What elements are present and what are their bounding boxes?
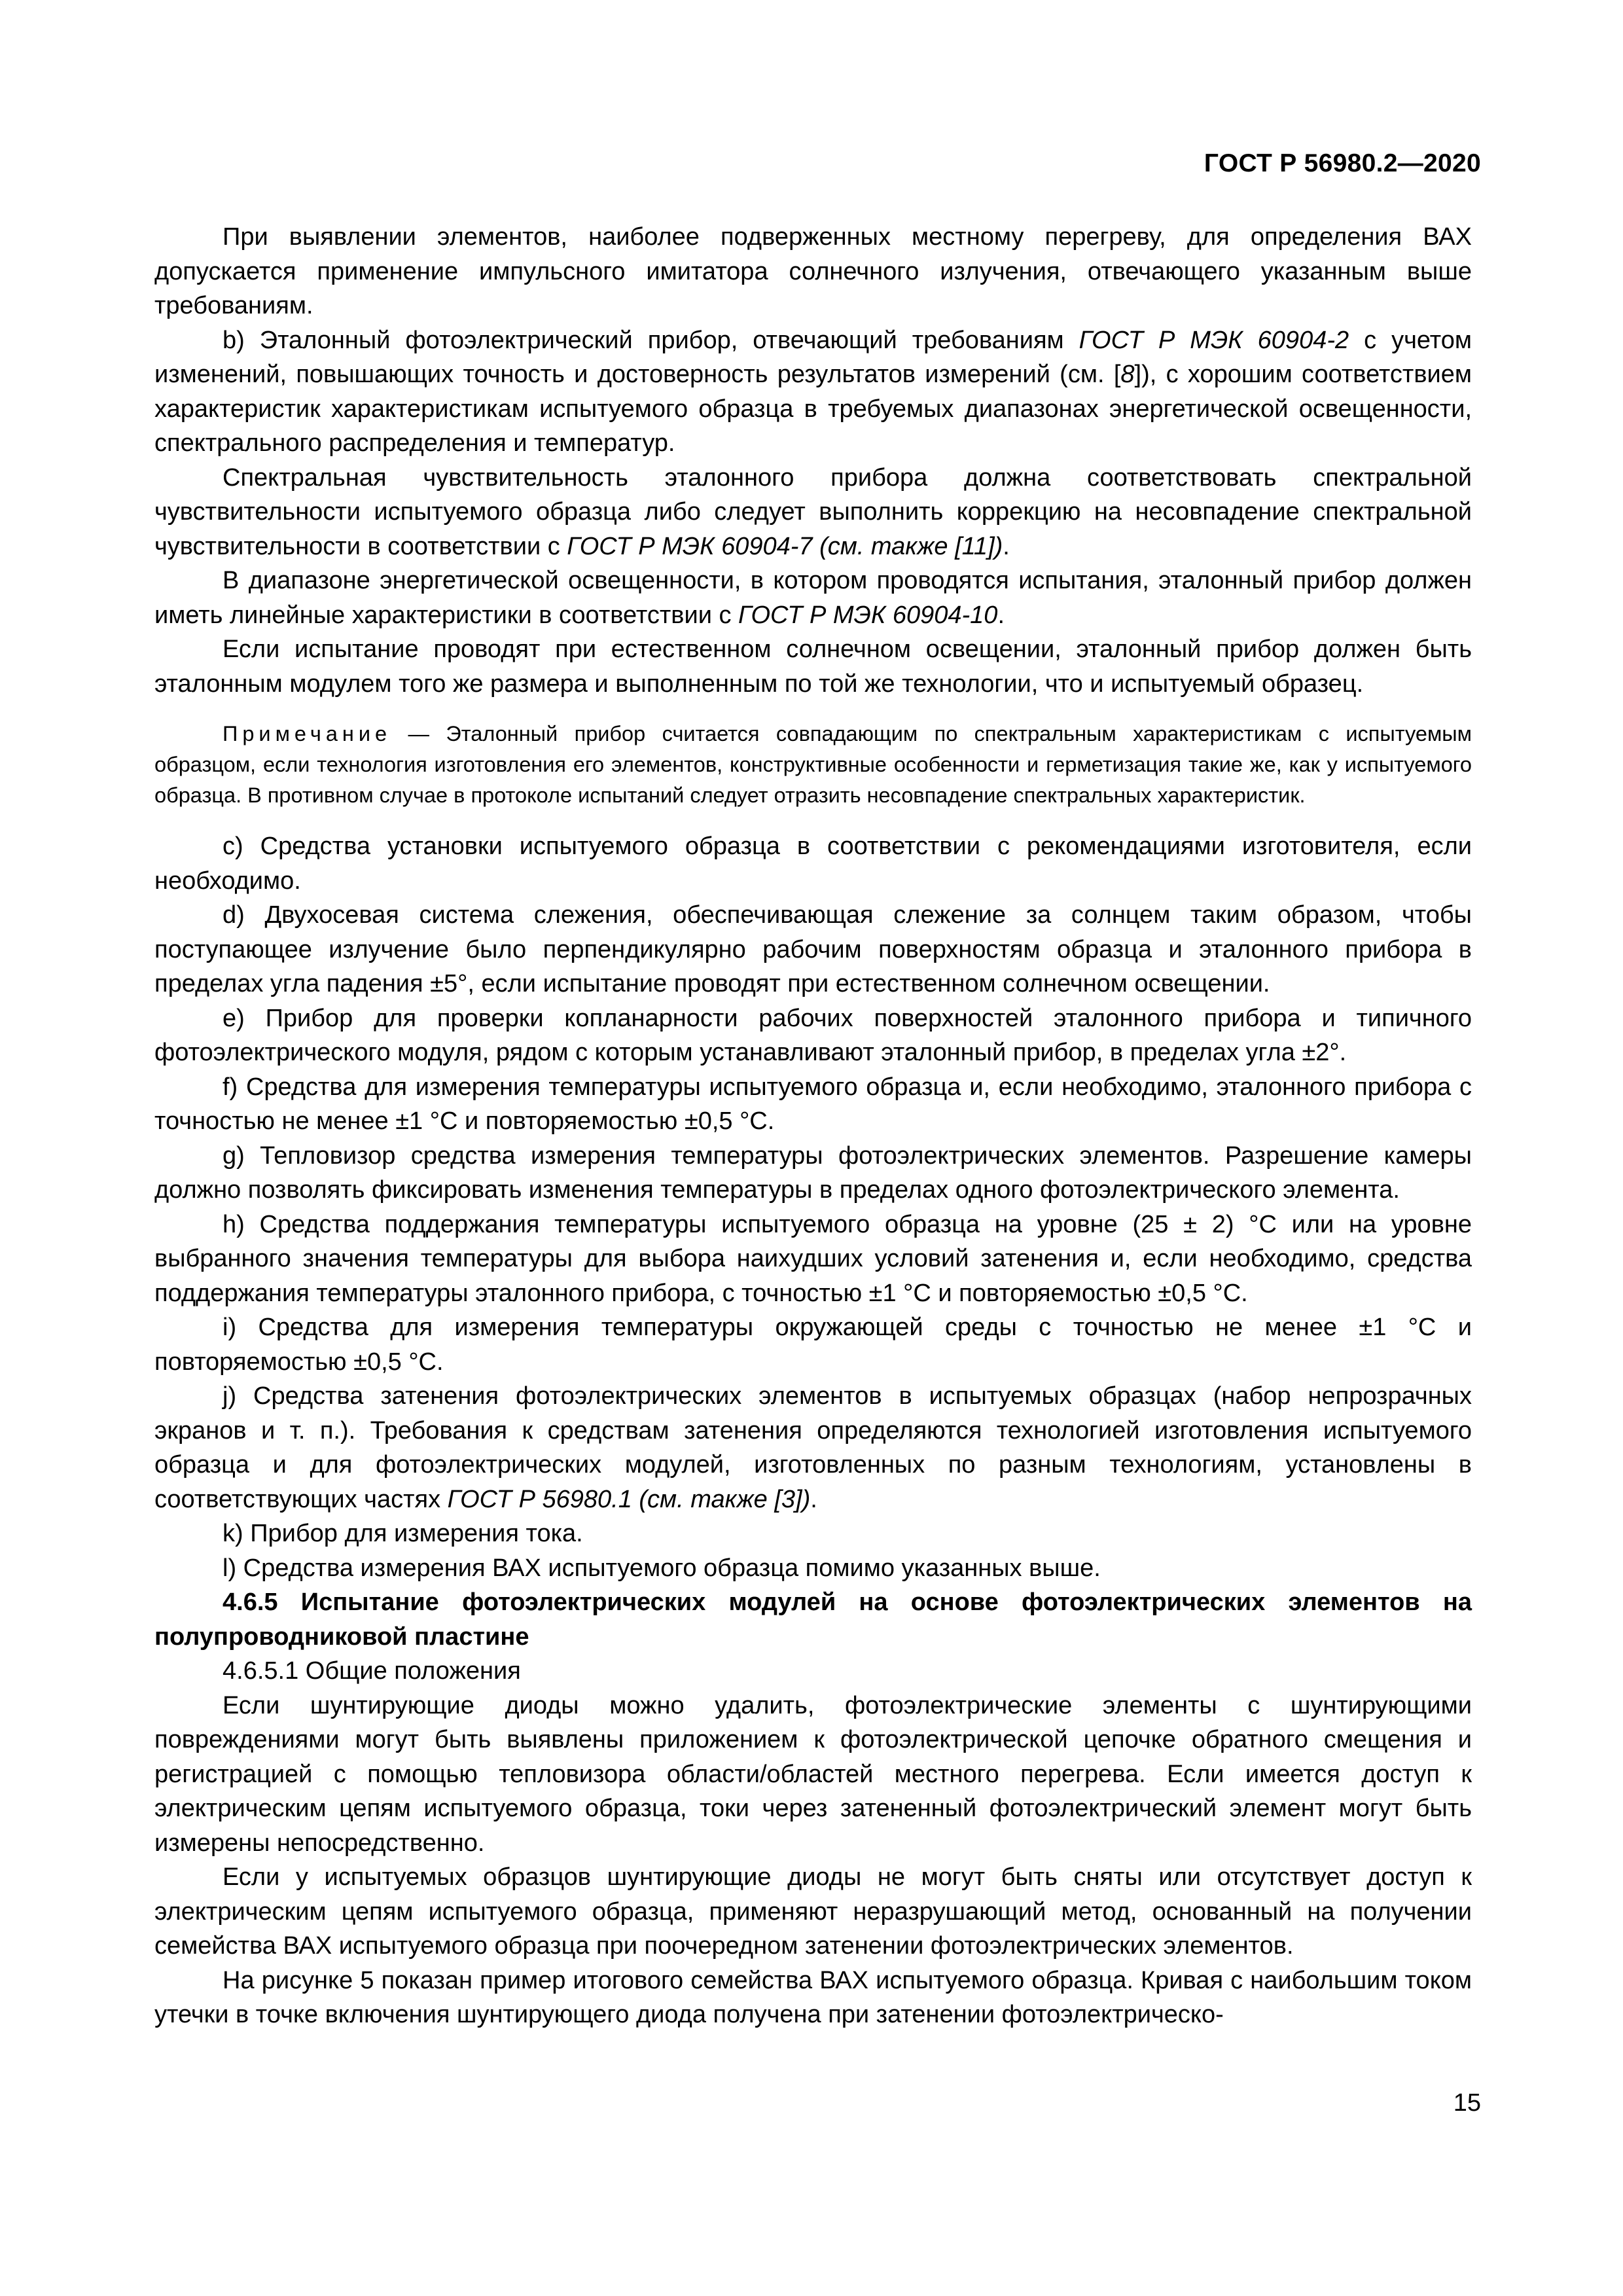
note-text: — Эталонный прибор считается совпадающим по спектральным характеристикам с испытуемым образцом, если технология изготовления его элементов, конструктивные особенности и герметизация такие же, как у испытуемого образца. В противном случае в протоколе испытаний следует отразить несовпадение спектральных характеристик. — [154, 722, 1472, 807]
note-label: Примечание — [223, 722, 392, 745]
paragraph-item-j: j) Средства затенения фотоэлектрических элементов в испытуемых образцах (набор непрозрачных экранов и т. п.). Требования к средствам затенения определяются технологией изготовления испытуемого образца и для фотоэлектрических модулей, изготовленных по разным технологиям, установлены в соответствующих частях ГОСТ Р 56980.1 (см. также [3]). — [154, 1382, 1472, 1513]
reference-link: 8 — [1120, 361, 1135, 388]
paragraph-item-f: f) Средства для измерения температуры испытуемого образца и, если необходимо, эталонного прибора с точностью не менее ±1 °С и повторяемостью ±0,5 °С. — [154, 1073, 1472, 1135]
paragraph-spectral: Спектральная чувствительность эталонного прибора должна соответствовать спектральной чувствительности испытуемого образца либо следует выполнить коррекцию на несовпадение спектральной чувствительности в соответствии с ГОСТ Р МЭК 60904-7 (см. также [11]). — [154, 463, 1472, 560]
paragraph-item-c: c) Средства установки испытуемого образца в соответствии с рекомендациями изготовителя, если необходимо. — [154, 833, 1472, 895]
paragraph-item-i: i) Средства для измерения температуры окружающей среды с точностью не менее ±1 °С и повторяемостью ±0,5 °С. — [154, 1314, 1472, 1376]
reference-link: ГОСТ Р МЭК 60904-7 (см. также [11]) — [567, 532, 1003, 560]
note — [154, 719, 1472, 811]
paragraph-item-d: d) Двухосевая система слежения, обеспечивающая слежение за солнцем таким образом, чтобы поступающее излучение было перпендикулярно рабочим поверхностям образца и эталонного прибора в пределах угла падения ±5°, если испытание проводят при естественном солнечном освещении. — [154, 901, 1472, 997]
paragraph-bypass-diodes: Если шунтирующие диоды можно удалить, фотоэлектрические элементы с шунтирующими повреждениями могут быть выявлены приложением к фотоэлектрической цепочке обратного смещения и регистрацией с помощью тепловизора области/областей местного перегрева. Если имеется доступ к электрическим цепям испытуемого образца, токи через затененный фотоэлектрический элемент могут быть измерены непосредственно. — [154, 1691, 1472, 1857]
paragraph-natural-light: Если испытание проводят при естественном солнечном освещении, эталонный прибор должен быть эталонным модулем того же размера и выполненным по той же технологии, что и испытуемый образец. — [154, 636, 1472, 698]
document-code-header: ГОСТ Р 56980.2—2020 — [1204, 149, 1481, 177]
page-number: 15 — [1453, 2089, 1481, 2117]
reference-link: ГОСТ Р МЭК 60904-2 — [1079, 326, 1349, 354]
paragraph-item-g: g) Тепловизор средства измерения температуры фотоэлектрических элементов. Разрешение камеры должно позволять фиксировать изменения температуры в пределах одного фотоэлектрического элемента. — [154, 1141, 1472, 1204]
section-heading-4-6-5: 4.6.5 Испытание фотоэлектрических модулей на основе фотоэлектрических элементов на полупроводниковой пластине — [154, 1588, 1472, 1651]
reference-link: ГОСТ Р МЭК 60904-10 — [738, 601, 998, 629]
paragraph-item-k: k) Прибор для измерения тока. — [223, 1520, 583, 1547]
paragraph-item-b: b) Эталонный фотоэлектрический прибор, отвечающий требованиям ГОСТ Р МЭК 60904-2 с учетом изменений, повышающих точность и достоверность результатов измерений (см. [8]), с хорошим соответствием характеристик характеристикам испытуемого образца в требуемых диапазонах энергетической освещенности, спектрального распределения и температур. — [154, 326, 1472, 457]
reference-link: ГОСТ Р 56980.1 (см. также [3]) — [447, 1485, 811, 1513]
subsection-heading-4-6-5-1: 4.6.5.1 Общие положения — [223, 1657, 521, 1685]
paragraph-linearity: В диапазоне энергетической освещенности, в котором проводятся испытания, эталонный прибор должен иметь линейные характеристики в соответствии с ГОСТ Р МЭК 60904-10. — [154, 567, 1472, 629]
paragraph-item-l: l) Средства измерения ВАХ испытуемого образца помимо указанных выше. — [223, 1554, 1101, 1582]
paragraph-intro: При выявлении элементов, наиболее подверженных местному перегреву, для определения ВАХ допускается применение импульсного имитатора солнечного излучения, отвечающего указанным выше требованиям. — [154, 223, 1472, 319]
paragraph-nondestructive-method: Если у испытуемых образцов шунтирующие диоды не могут быть сняты или отсутствует доступ к электрическим цепям испытуемого образца, применяют неразрушающий метод, основанный на получении семейства ВАХ испытуемого образца при поочередном затенении фотоэлектрических элементов. — [154, 1863, 1472, 1960]
paragraph-figure-5: На рисунке 5 показан пример итогового семейства ВАХ испытуемого образца. Кривая с наибольшим током утечки в точке включения шунтирующего диода получена при затенении фотоэлектрическо- — [154, 1966, 1472, 2028]
paragraph-item-h: h) Средства поддержания температуры испытуемого образца на уровне (25 ± 2) °С или на уровне выбранного значения температуры для выбора наихудших условий затенения и, если необходимо, средства поддержания температуры эталонного прибора, с точностью ±1 °С и повторяемостью ±0,5 °С. — [154, 1210, 1472, 1307]
paragraph-item-e: e) Прибор для проверки копланарности рабочих поверхностей эталонного прибора и типичного фотоэлектрического модуля, рядом с которым устанавливают эталонный прибор, в пределах угла ±2°. — [154, 1004, 1472, 1066]
body-text — [154, 220, 1472, 2032]
